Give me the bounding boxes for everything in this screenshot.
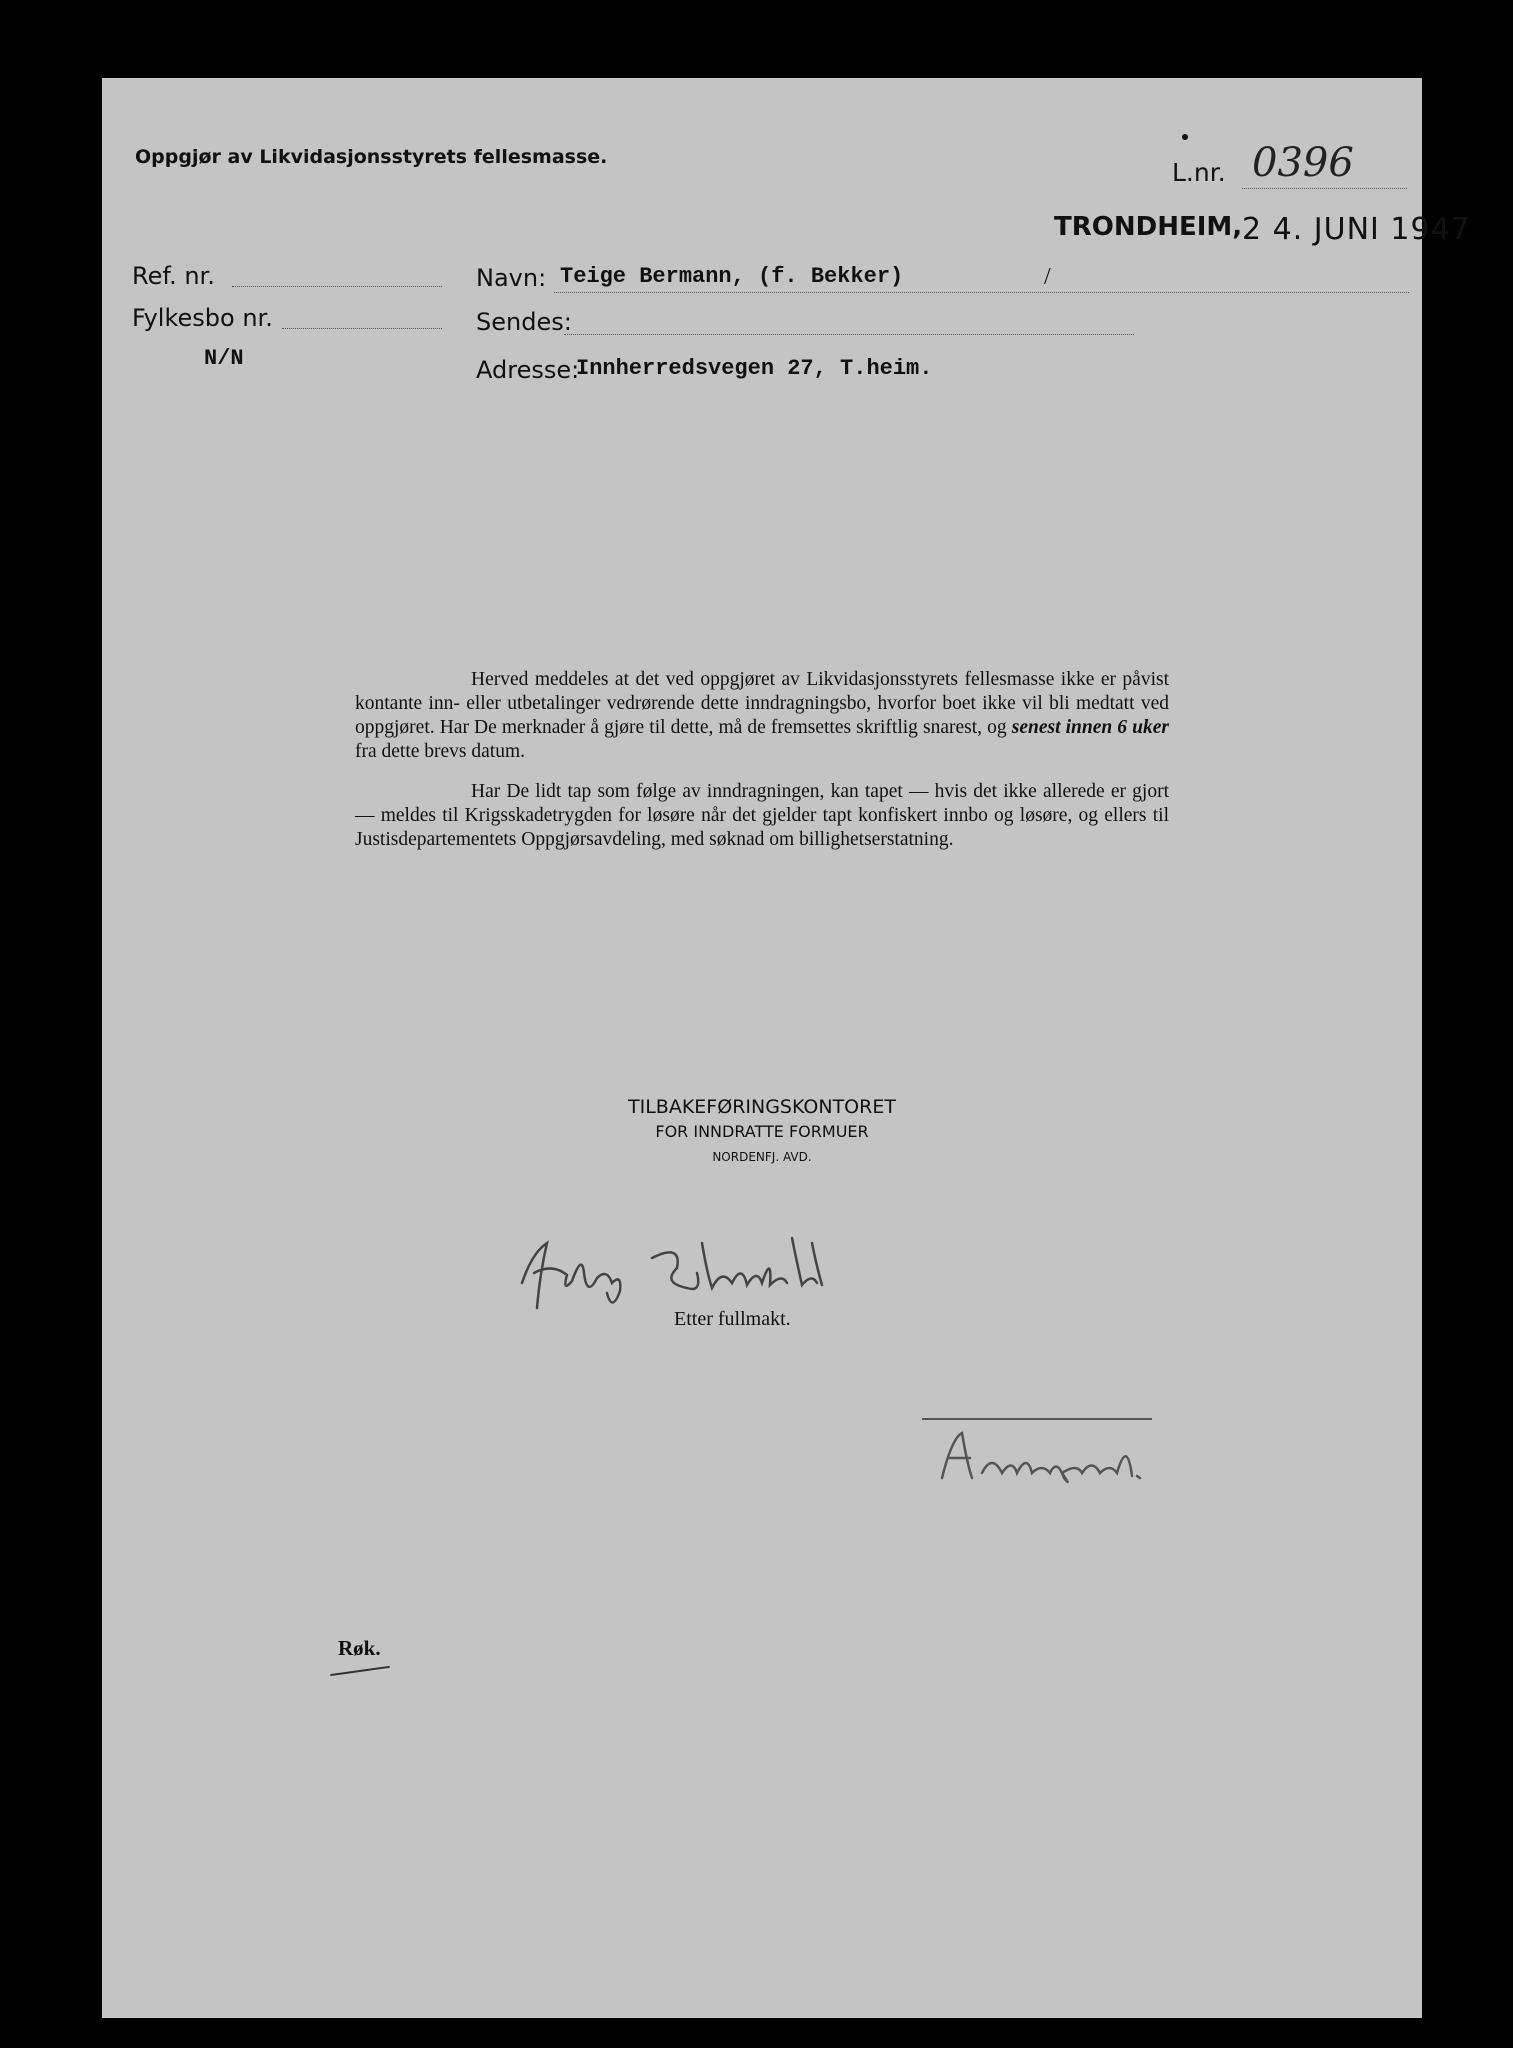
paragraph-1-text: Herved meddeles at det ved oppgjøret av Likvidasjonsstyrets fellesmasse ikke er påvist kontante inn- eller utbetalinger vedrørende dette inndragningsbo, hvorfor boet ikke vil bli medtatt ved oppgjøret. Har De merknader å gjøre til dette, må de fremsettes skriftlig snarest, og [355,669,1169,738]
rok-underline [330,1666,390,1676]
lnr-dotline [1242,188,1407,189]
document-sheet [102,78,1471,2018]
office-name-line-2: FOR INNDRATTE FORMUER [655,1122,869,1141]
adresse-value: Innherredsvegen 27, T.heim. [576,356,933,381]
fylkesbo-label: Fylkesbo nr. [132,304,273,332]
sendes-dotline [564,334,1134,335]
city-label: TRONDHEIM, [1054,212,1243,242]
lnr-label: L.nr. [1172,158,1226,187]
paragraph-2: Har De lidt tap som følge av inndragningen, kan tapet — hvis det ikke allerede er gjort — meldes til Krigsskadetrygden for løsøre når det gjelder tapt konfiskert innbo og løsøre, og ellers til Justisdepartementets Oppgjørsavdeling, med søknad om billighetserstatning. [355,781,1169,850]
office-name-line-3: NORDENFJ. AVD. [712,1150,812,1164]
navn-value: Teige Bermann, (f. Bekker) [560,264,904,289]
fylkesbo-dotline [282,328,442,329]
adresse-label: Adresse: [476,356,580,384]
fylkesbo-code: N/N [204,346,244,371]
navn-label: Navn: [476,264,547,292]
paragraph-1-emphasis: senest innen 6 uker [1011,717,1169,738]
etter-fullmakt: Etter fullmakt. [674,1308,791,1330]
letter-body [355,668,1169,868]
header-title: Oppgjør av Likvidasjonsstyrets fellesmasse. [135,146,608,168]
pen-mark: / [1044,264,1051,290]
date-stamp: 2 4. JUNI 1947 [1242,212,1471,247]
paragraph-1 [355,668,1169,764]
ref-nr-label: Ref. nr. [132,262,215,290]
sendes-label: Sendes: [476,308,572,336]
ink-dot [1182,134,1188,140]
second-signature [932,1418,1172,1488]
navn-dotline [554,292,1409,293]
office-name-line-1: TILBAKEFØRINGSKONTORET [628,1096,896,1118]
lnr-handwritten-value: 0396 [1252,140,1354,186]
ref-dotline [232,286,442,287]
paragraph-1-end: fra dette brevs datum. [355,741,526,762]
handwritten-signature [512,1213,852,1323]
rok-annotation: Røk. [338,1636,381,1660]
